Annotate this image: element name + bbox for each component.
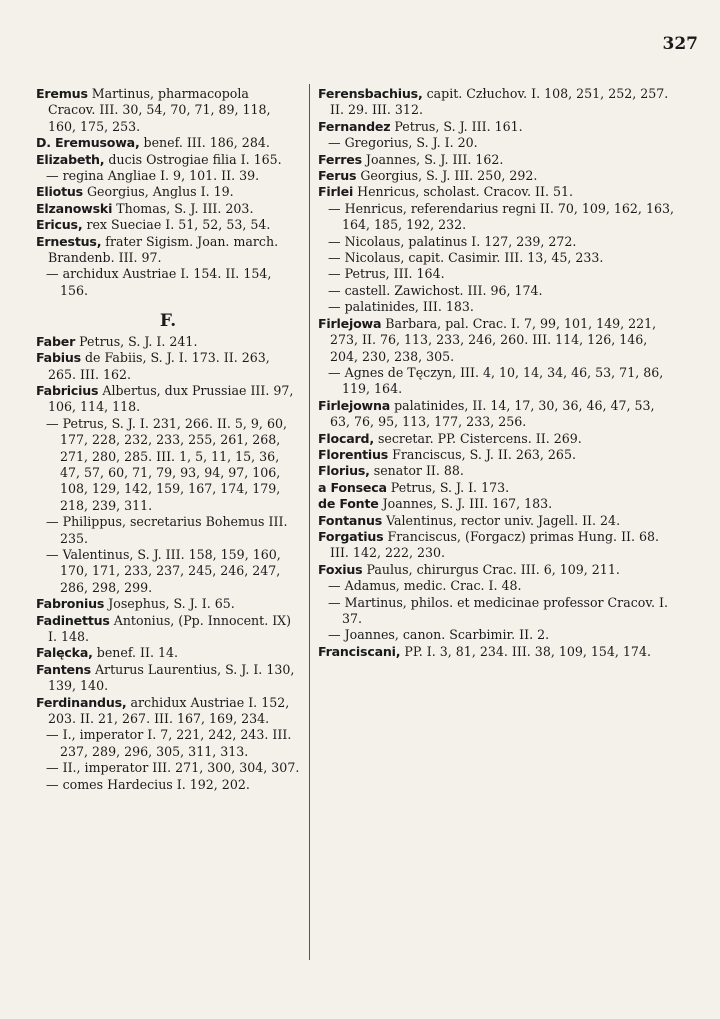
index-entry — [318, 283, 674, 299]
entry-headword: Fadinettus — [36, 612, 110, 628]
entry-references: rex Sueciae I. 51, 52, 53, 54. — [82, 217, 271, 233]
entry-references: Paulus, chirurgus Crac. III. 6, 109, 211. — [362, 561, 620, 577]
entry-references: de Fabiis, S. J. I. 173. II. 263, 265. III. 162. — [48, 350, 270, 382]
index-entry — [36, 168, 300, 184]
entry-headword: Flocard, — [318, 430, 374, 446]
index-entry — [318, 595, 674, 628]
entry-headword: Ferus — [318, 168, 357, 184]
index-entry — [36, 613, 300, 646]
entry-references: — Adamus, medic. Crac. I. 48. — [328, 578, 522, 594]
section-letter: F. — [159, 311, 177, 332]
entry-references: Albertus, dux Prussiae III. 97, 106, 114, 118. — [48, 382, 294, 415]
index-entry — [36, 727, 300, 760]
entry-references: — Valentinus, S. J. III. 158, 159, 160, 170, 171, 233, 237, 245, 246, 247, 286, 298, 299. — [46, 546, 281, 595]
entry-references: Petrus, S. J. III. 161. — [390, 118, 523, 134]
entry-headword: D. Eremusowa, — [36, 135, 140, 151]
entry-headword: Firlejowa — [318, 315, 382, 331]
entry-references: — comes Hardecius I. 192, 202. — [46, 776, 250, 792]
entry-references: — Agnes de Tęczyn, III. 4, 10, 14, 34, 46, 53, 71, 86, 119, 164. — [328, 364, 664, 397]
entry-references: Franciscus, S. J. II. 263, 265. — [388, 446, 576, 462]
entries-f-section-left — [36, 334, 300, 793]
entry-headword: a Fonseca — [318, 479, 387, 495]
index-entry — [318, 135, 674, 151]
entry-references: Antonius, (Pp. Innocent. IX) I. 148. — [48, 612, 292, 644]
entries-e-section — [36, 86, 300, 299]
index-entry — [318, 184, 674, 200]
entry-headword: Ericus, — [36, 217, 83, 233]
index-entry — [318, 266, 674, 282]
entry-references: senator II. 88. — [369, 463, 464, 479]
entry-references: — castell. Zawichost. III. 96, 174. — [328, 282, 543, 298]
column-divider — [309, 84, 310, 960]
entry-references: — Gregorius, S. J. I. 20. — [328, 135, 478, 151]
entry-references: ducis Ostrogiae filia I. 165. — [104, 151, 282, 167]
index-entry — [36, 596, 300, 612]
index-entry — [36, 350, 300, 383]
index-entry — [318, 431, 674, 447]
entry-references: archidux Austriae I. 152, 203. II. 21, 267. III. 167, 169, 234. — [48, 694, 290, 727]
index-entry — [36, 135, 300, 151]
entry-headword: Fabronius — [36, 596, 105, 612]
index-entry — [318, 398, 674, 431]
entry-references: Georgius, S. J. III. 250, 292. — [356, 168, 538, 184]
entry-references: Joannes, S. J. III. 162. — [361, 151, 504, 167]
entry-references: Georgius, Anglus I. 19. — [82, 184, 234, 200]
entry-references: benef. II. 14. — [92, 645, 179, 661]
entry-references: Petrus, S. J. I. 241. — [75, 333, 198, 349]
index-entry — [318, 250, 674, 266]
index-entry — [318, 562, 674, 578]
index-entry — [36, 234, 300, 267]
entry-references: — Nicolaus, palatinus I. 127, 239, 272. — [328, 233, 577, 249]
entry-references: Petrus, S. J. I. 173. — [386, 479, 510, 495]
entry-references: secretar. PP. Cistercens. II. 269. — [373, 430, 582, 446]
index-entry — [318, 578, 674, 594]
entry-headword: Falęcka, — [36, 645, 93, 661]
entry-headword: Franciscani, — [318, 643, 401, 659]
entry-headword: Ferensbachius, — [318, 86, 423, 101]
entry-references: — Joannes, canon. Scarbimir. II. 2. — [328, 627, 550, 643]
page-number: 327 — [662, 34, 698, 54]
entry-references: Thomas, S. J. III. 203. — [112, 200, 254, 216]
index-entry — [36, 547, 300, 596]
entry-headword: de Fonte — [318, 496, 379, 512]
index-entry — [318, 627, 674, 643]
entry-headword: Elzanowski — [36, 200, 113, 216]
entry-references: — Nicolaus, capit. Casimir. III. 13, 45, 233. — [328, 250, 604, 266]
index-entry — [36, 201, 300, 217]
entry-headword: Foxius — [318, 561, 363, 577]
index-entry — [318, 463, 674, 479]
entry-headword: Florentius — [318, 446, 389, 462]
entry-references: Valentinus, rector univ. Jagell. II. 24. — [382, 512, 621, 528]
index-entry — [318, 513, 674, 529]
entry-references: Josephus, S. J. I. 65. — [104, 596, 235, 612]
entry-headword: Fantens — [36, 661, 91, 677]
entry-references: — Petrus, III. 164. — [328, 266, 445, 282]
entry-headword: Elizabeth, — [36, 151, 105, 167]
entry-headword: Ernestus, — [36, 233, 102, 249]
index-entry — [36, 266, 300, 299]
index-entry — [36, 184, 300, 200]
entry-headword: Firlejowna — [318, 397, 391, 413]
entry-references: Franciscus, (Forgacz) primas Hung. II. 68. III. 142, 222, 230. — [330, 528, 660, 561]
index-entry — [318, 119, 674, 135]
entry-references: — palatinides, III. 183. — [328, 299, 474, 315]
entry-headword: Ferres — [318, 151, 362, 167]
index-entry — [36, 86, 300, 135]
entry-headword: Ferdinandus, — [36, 694, 127, 710]
index-entry — [36, 383, 300, 416]
entry-headword: Firlei — [318, 184, 354, 200]
entry-references: benef. III. 186, 284. — [139, 135, 270, 151]
index-entry — [318, 529, 674, 562]
index-entry — [36, 645, 300, 661]
index-entry — [36, 416, 300, 514]
entry-headword: Forgatius — [318, 528, 384, 544]
entry-references: palatinides, II. 14, 17, 30, 36, 46, 47, 53, 63, 76, 95, 113, 177, 233, 256. — [330, 397, 655, 430]
entry-headword: Faber — [36, 333, 76, 349]
index-entry — [36, 777, 300, 793]
index-entry — [36, 514, 300, 547]
entry-headword: Florius, — [318, 463, 370, 479]
index-entry — [318, 86, 674, 119]
entry-references: Arturus Laurentius, S. J. I. 130, 139, 140. — [48, 661, 295, 694]
entry-references: Martinus, pharmacopola Cracov. III. 30, 54, 70, 71, 89, 118, 160, 175, 253. — [48, 86, 271, 134]
index-entry — [318, 201, 674, 234]
entry-references: capit. Człuchov. I. 108, 251, 252, 257. II. 29. III. 312. — [330, 86, 669, 118]
entry-headword: Fernandez — [318, 118, 391, 134]
entry-headword: Fontanus — [318, 512, 383, 528]
index-entry — [318, 299, 674, 315]
entry-references: — Petrus, S. J. I. 231, 266. II. 5, 9, 60, 177, 228, 232, 233, 255, 261, 268, 271, 280, 285. III. 1, 5, 11, 15, 36, 47, 57, 60, 71, 79, 93, 94, 97, 106, 108, 129, 142, 159, 167, 174, 179, 218, 239, 311. — [46, 415, 287, 513]
entry-references: — Philippus, secretarius Bohemus III. 235. — [46, 514, 288, 546]
index-entry — [36, 217, 300, 233]
entry-references: Joannes, S. J. III. 167, 183. — [378, 496, 553, 512]
index-entry — [36, 334, 300, 350]
entry-headword: Eremus — [36, 86, 88, 101]
entry-headword: Fabius — [36, 350, 81, 366]
entry-references: Barbara, pal. Crac. I. 7, 99, 101, 149, 221, 273, II. 76, 113, 233, 246, 260. III. 114, 126, 146, 204, 230, 238, 305. — [330, 315, 657, 364]
index-column-right — [318, 86, 674, 660]
entry-references: — Henricus, referendarius regni II. 70, 109, 162, 163, 164, 185, 192, 232. — [328, 200, 674, 233]
entry-references: — II., imperator III. 271, 300, 304, 307. — [46, 760, 300, 776]
entry-headword: Fabricius — [36, 382, 99, 398]
entry-references: frater Sigism. Joan. march. Brandenb. III. 97. — [48, 233, 279, 266]
index-entry — [36, 152, 300, 168]
entry-headword: Eliotus — [36, 184, 83, 200]
entry-references: PP. I. 3, 81, 234. III. 38, 109, 154, 174. — [400, 643, 651, 659]
index-entry — [36, 760, 300, 776]
entry-references: — Martinus, philos. et medicinae professor Cracov. I. 37. — [328, 594, 668, 626]
entry-references: — I., imperator I. 7, 221, 242, 243. III. 237, 289, 296, 305, 311, 313. — [46, 727, 292, 759]
index-entry — [318, 234, 674, 250]
index-entry — [318, 496, 674, 512]
entry-references: — regina Angliae I. 9, 101. II. 39. — [46, 168, 260, 184]
entries-f-section-right — [318, 86, 674, 660]
index-entry — [36, 662, 300, 695]
index-entry — [318, 480, 674, 496]
index-entry — [36, 695, 300, 728]
index-entry — [318, 644, 674, 660]
index-column-left — [36, 86, 300, 793]
index-entry — [318, 365, 674, 398]
index-entry — [318, 168, 674, 184]
index-entry — [318, 447, 674, 463]
index-entry — [318, 316, 674, 365]
entry-references: Henricus, scholast. Cracov. II. 51. — [353, 184, 574, 200]
index-entry — [318, 152, 674, 168]
entry-references: — archidux Austriae I. 154. II. 154, 156. — [46, 266, 272, 298]
